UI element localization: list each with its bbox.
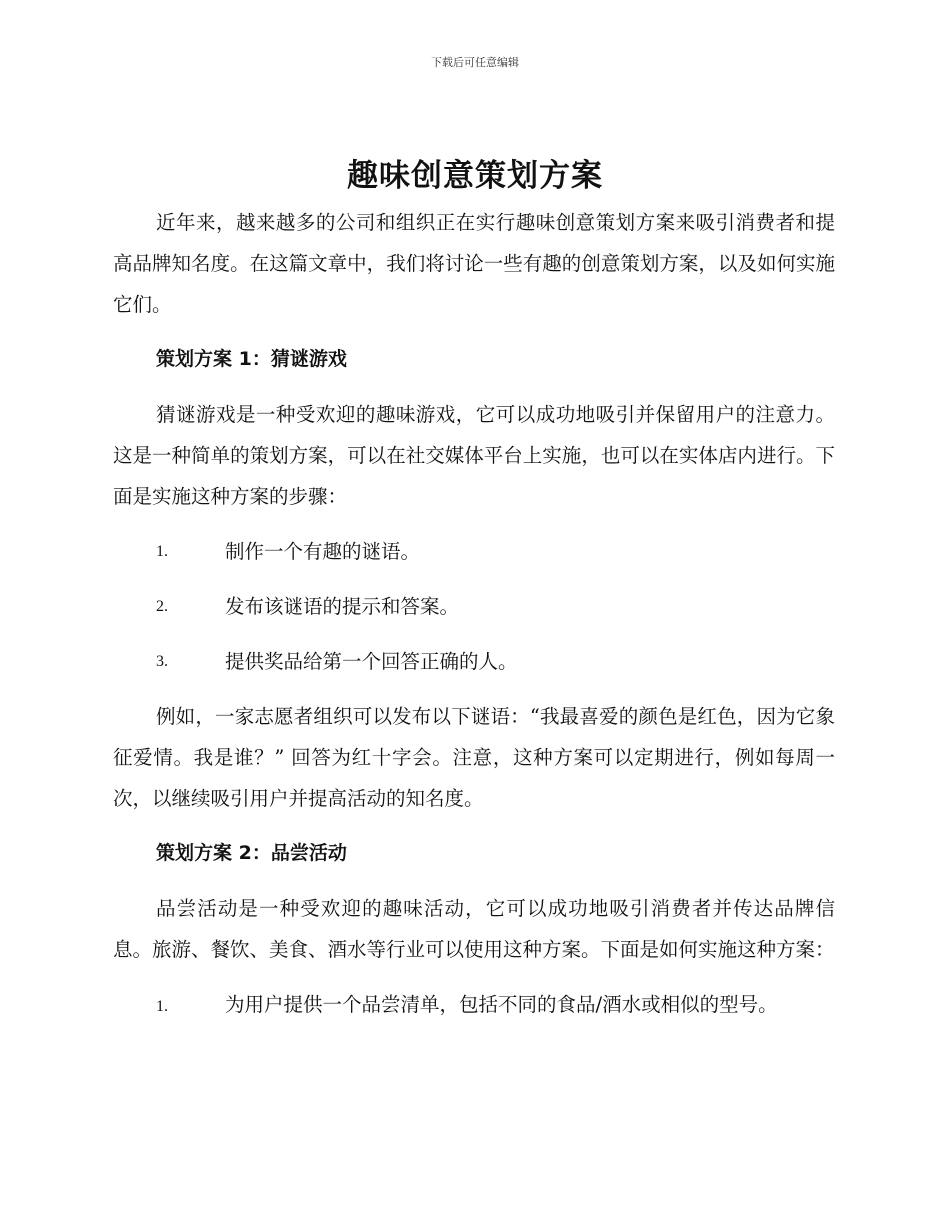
header-note: 下载后可任意编辑	[431, 56, 519, 69]
list-number: 1.	[156, 998, 168, 1015]
list-item	[113, 586, 835, 627]
plan2-heading: 策划方案 2：品尝活动	[156, 842, 347, 864]
list-number: 1.	[156, 543, 168, 560]
list-text: 为用户提供一个品尝清单，包括不同的食品/酒水或相似的型号。	[225, 993, 778, 1016]
plan1-heading: 策划方案 1：猜谜游戏	[156, 348, 347, 370]
list-item	[113, 984, 835, 1027]
list-item	[113, 641, 835, 682]
intro-paragraph: 近年来，越来越多的公司和组织正在实行趣味创意策划方案来吸引消费者和提高品牌知名度。在这篇文章中，我们将讨论一些有趣的创意策划方案，以及如何实施它们。	[113, 211, 835, 316]
plan2-description: 品尝活动是一种受欢迎的趣味活动，它可以成功地吸引消费者并传达品牌信息。旅游、餐饮、美食、酒水等行业可以使用这种方案。下面是如何实施这种方案：	[113, 897, 835, 961]
plan1-example: 例如，一家志愿者组织可以发布以下谜语：“我最喜爱的颜色是红色，因为它象征爱情。我是谁？” 回答为红十字会。注意，这种方案可以定期进行，例如每周一次，以继续吸引用户并提高活动的知名度。	[113, 705, 835, 810]
list-text: 提供奖品给第一个回答正确的人。	[225, 650, 518, 673]
list-number: 2.	[156, 598, 168, 615]
plan1-description: 猜谜游戏是一种受欢迎的趣味游戏，它可以成功地吸引并保留用户的注意力。这是一种简单的策划方案，可以在社交媒体平台上实施，也可以在实体店内进行。下面是实施这种方案的步骤：	[113, 403, 835, 508]
document-body	[113, 202, 835, 1041]
list-number: 3.	[156, 653, 168, 670]
list-text: 发布该谜语的提示和答案。	[225, 595, 460, 618]
document-title: 趣味创意策划方案	[347, 158, 603, 194]
list-text: 制作一个有趣的谜语。	[225, 540, 421, 563]
list-item	[113, 531, 835, 572]
